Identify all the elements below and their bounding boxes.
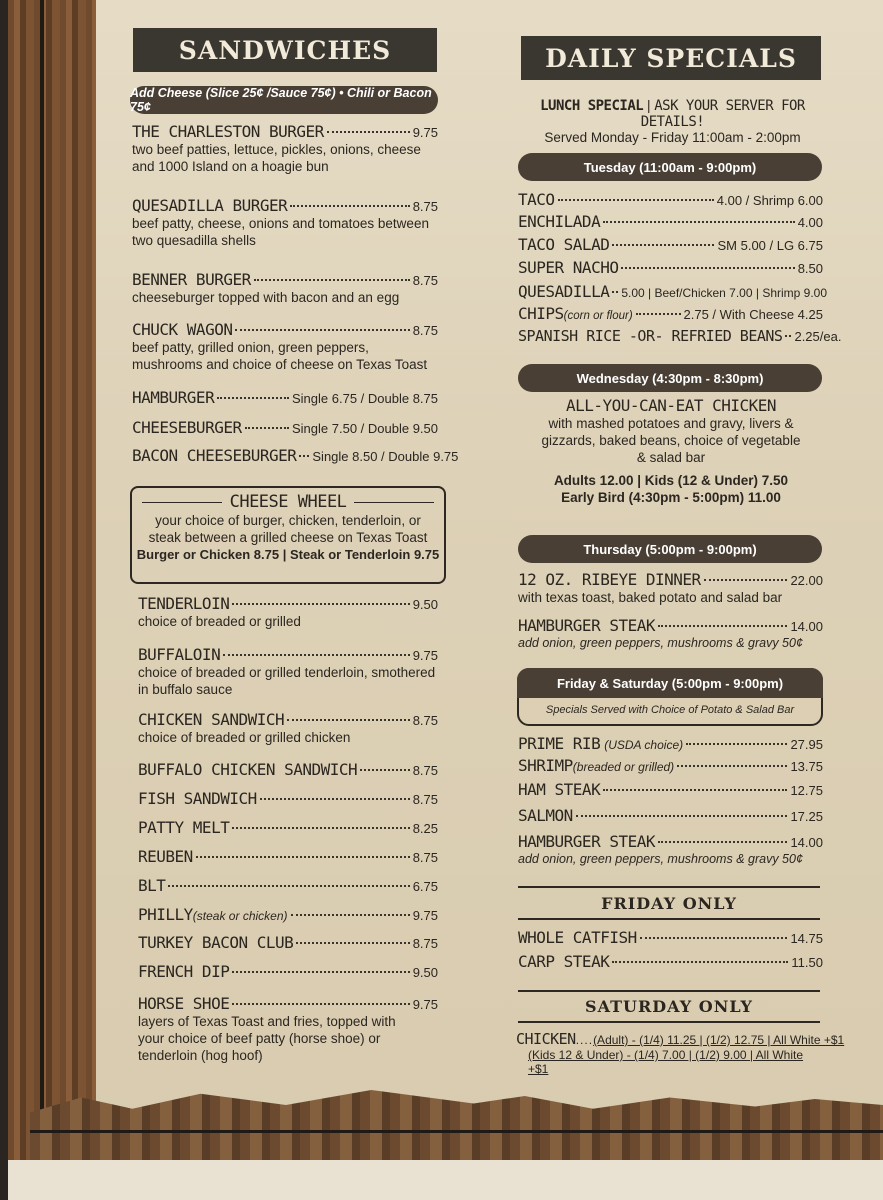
item-name: QUESADILLA BURGER [132, 196, 288, 215]
friday-saturday-box [517, 668, 823, 726]
barbed-wire-left [40, 0, 44, 1160]
friday-saturday-pill: Friday & Saturday (5:00pm - 9:00pm) [517, 668, 823, 698]
item-price: 14.75 [790, 931, 823, 946]
menu-item [138, 760, 438, 779]
daily-specials-title: DAILY SPECIALS [521, 36, 821, 80]
item-price: 9.75 [412, 125, 438, 140]
item-price: 8.75 [412, 199, 438, 214]
item-name: HAMBURGER [132, 388, 215, 407]
menu-item [138, 905, 438, 924]
wednesday-pill: Wednesday (4:30pm - 8:30pm) [518, 364, 822, 392]
bottom-strip [8, 1160, 883, 1200]
thursday-pill: Thursday (5:00pm - 9:00pm) [518, 535, 822, 563]
item-name: SHRIMP [518, 756, 573, 775]
menu-item [132, 418, 438, 437]
tuesday-pill: Tuesday (11:00am - 9:00pm) [518, 153, 822, 181]
menu-item [132, 122, 438, 175]
item-name: CHUCK WAGON [132, 320, 233, 339]
item-name: FISH SANDWICH [138, 789, 257, 808]
item-desc: two beef patties, lettuce, pickles, onions, cheese and 1000 Island on a hoagie bun [132, 142, 421, 174]
menu-item [518, 734, 823, 753]
item-price: 9.75 [412, 908, 438, 923]
item-name: PHILLY [138, 905, 193, 924]
menu-item [132, 196, 438, 249]
lunch-special-hours: Served Monday - Friday 11:00am - 2:00pm [544, 130, 801, 145]
saturday-only-title: SATURDAY ONLY [585, 997, 753, 1016]
item-price: SM 5.00 / LG 6.75 [717, 238, 823, 253]
item-name: TURKEY BACON CLUB [138, 933, 294, 952]
divider [518, 990, 820, 992]
item-name: FRENCH DIP [138, 962, 230, 981]
item-name: REUBEN [138, 847, 193, 866]
item-price: 14.00 [790, 619, 823, 634]
item-price: Single 7.50 / Double 9.50 [292, 421, 438, 436]
item-name: TACO [518, 190, 555, 209]
item-note: (steak or chicken) [192, 909, 288, 923]
item-name: HAMBURGER STEAK [518, 832, 655, 851]
menu-item [518, 212, 823, 231]
item-price: 8.50 [797, 261, 823, 276]
item-price: 8.75 [412, 713, 438, 728]
divider [518, 918, 820, 920]
item-price: 8.75 [412, 323, 438, 338]
item-price: 2.25/ea. [794, 329, 842, 344]
item-desc: beef patty, cheese, onions and tomatoes between two quesadilla shells [132, 216, 429, 248]
menu-item [138, 933, 438, 952]
item-price: 8.75 [412, 850, 438, 865]
wednesday-special [520, 396, 822, 506]
item-name: BACON CHEESEBURGER [132, 446, 297, 465]
item-price: 9.50 [412, 597, 438, 612]
item-desc: with texas toast, baked potato and salad bar [518, 590, 783, 605]
item-desc: beef patty, grilled onion, green peppers, mushrooms and choice of cheese on Texas Toast [132, 340, 428, 372]
menu-item [132, 388, 438, 407]
menu-item [518, 756, 823, 775]
wednesday-item-name: ALL-YOU-CAN-EAT CHICKEN [565, 396, 777, 415]
wednesday-price-adults: Adults 12.00 | Kids (12 & Under) 7.50 [553, 473, 789, 488]
item-price: Single 6.75 / Double 8.75 [292, 391, 438, 406]
item-name: BLT [138, 876, 166, 895]
menu-item [518, 928, 823, 947]
sandwiches-title: SANDWICHES [133, 28, 437, 72]
item-price: 22.00 [790, 573, 823, 588]
item-name: BUFFALOIN [138, 645, 221, 664]
menu-item [518, 258, 823, 277]
item-desc: add onion, green peppers, mushrooms & gravy 50¢ [518, 852, 803, 866]
item-note: (USDA choice) [604, 738, 684, 752]
item-desc: layers of Texas Toast and fries, topped with your choice of beef patty (horse shoe) or tenderloin (hog hoof) [138, 1014, 396, 1063]
item-desc: choice of breaded or grilled [138, 614, 301, 629]
menu-item [518, 832, 823, 868]
menu-item [138, 645, 438, 698]
item-name: HAM STEAK [518, 780, 601, 799]
item-price: 9.75 [412, 997, 438, 1012]
menu-item [138, 594, 438, 630]
item-name: TENDERLOIN [138, 594, 230, 613]
cheese-wheel-desc: your choice of burger, chicken, tenderloin, or steak between a grilled cheese on Texas Toast [148, 513, 428, 545]
item-note: (breaded or grilled) [572, 760, 675, 774]
wednesday-desc: with mashed potatoes and gravy, livers & gizzards, baked beans, choice of vegetable & salad bar [541, 416, 801, 465]
menu-item [138, 994, 438, 1064]
menu-item [518, 952, 823, 971]
item-price: 6.75 [412, 879, 438, 894]
saturday-chicken: CHICKEN .... (Adult) - (1/4) 11.25 | (1/2) 12.75 | All White +$1 (Kids 12 & Under) - (1/4) 7.00 | (1/2) 9.00 | All White +$1 [516, 1030, 845, 1076]
item-name: THE CHARLESTON BURGER [132, 122, 324, 141]
item-name: SPANISH RICE -OR- REFRIED BEANS [518, 327, 783, 345]
menu-item [132, 446, 459, 465]
item-price: 4.00 / Shrimp 6.00 [716, 193, 823, 208]
item-name: QUESADILLA [518, 282, 610, 301]
item-note: (corn or flour) [563, 310, 633, 322]
wednesday-price-early-bird: Early Bird (4:30pm - 5:00pm) 11.00 [561, 490, 781, 505]
item-price: 5.00 | Beef/Chicken 7.00 | Shrimp 9.00 [621, 286, 828, 300]
divider [518, 1021, 820, 1023]
item-price: 12.75 [790, 783, 823, 798]
cheese-wheel-price: Burger or Chicken 8.75 | Steak or Tenderloin 9.75 [136, 547, 440, 562]
wood-border-left [8, 0, 96, 1160]
item-price: 8.75 [412, 792, 438, 807]
menu-item [138, 876, 438, 895]
item-price: 8.75 [412, 763, 438, 778]
divider [518, 886, 820, 888]
lunch-special-text: ASK YOUR SERVER FOR DETAILS! [640, 98, 805, 130]
item-name: BUFFALO CHICKEN SANDWICH [138, 760, 358, 779]
item-name: SUPER NACHO [518, 258, 619, 277]
menu-item [138, 847, 438, 866]
item-desc: add onion, green peppers, mushrooms & gravy 50¢ [518, 636, 803, 650]
item-name: BENNER BURGER [132, 270, 251, 289]
item-price: 8.75 [412, 936, 438, 951]
add-cheese-note: Add Cheese (Slice 25¢ /Sauce 75¢) • Chili or Bacon 75¢ [130, 86, 438, 114]
item-name: 12 OZ. RIBEYE DINNER [518, 570, 701, 589]
item-name: CARP STEAK [518, 952, 610, 971]
item-name: SALMON [518, 806, 573, 825]
item-desc: choice of breaded or grilled tenderloin, smothered in buffalo sauce [138, 665, 436, 697]
cheese-wheel-title: CHEESE WHEEL [229, 492, 347, 512]
item-desc: choice of breaded or grilled chicken [138, 730, 351, 745]
friday-only-title: FRIDAY ONLY [601, 894, 737, 913]
item-name: PRIME RIB [518, 734, 601, 753]
item-name: CHICKEN SANDWICH [138, 710, 285, 729]
item-name: CHIPS [518, 304, 564, 323]
menu-item [518, 190, 823, 209]
item-name: CHICKEN [516, 1030, 576, 1048]
menu-item [132, 320, 438, 373]
item-price: 17.25 [790, 809, 823, 824]
cheese-wheel-box [130, 486, 446, 584]
item-price: 13.75 [790, 759, 823, 774]
item-name: PATTY MELT [138, 818, 230, 837]
menu-item [518, 616, 823, 652]
menu-item [518, 235, 823, 254]
item-price: 4.00 [797, 215, 823, 230]
item-price: 9.75 [412, 648, 438, 663]
menu-item [132, 270, 438, 306]
lunch-special: LUNCH SPECIAL | ASK YOUR SERVER FOR DETAILS! Served Monday - Friday 11:00am - 2:00pm [520, 98, 825, 145]
barbed-wire-bottom [30, 1130, 883, 1133]
menu-item [518, 282, 828, 301]
item-price: 27.95 [790, 737, 823, 752]
friday-saturday-sub: Specials Served with Choice of Potato & Salad Bar [545, 704, 795, 716]
item-name: ENCHILADA [518, 212, 601, 231]
menu-item [138, 710, 438, 746]
menu-item [138, 789, 438, 808]
item-name: WHOLE CATFISH [518, 928, 637, 947]
menu-item [518, 570, 823, 606]
item-price: 8.75 [412, 273, 438, 288]
item-price: 8.25 [412, 821, 438, 836]
saturday-kids-line: (Kids 12 & Under) - (1/4) 7.00 | (1/2) 9.00 | All White +$1 [528, 1048, 804, 1076]
item-desc: cheeseburger topped with bacon and an egg [132, 290, 400, 305]
item-name: HAMBURGER STEAK [518, 616, 655, 635]
item-name: HORSE SHOE [138, 994, 230, 1013]
item-price: 14.00 [790, 835, 823, 850]
menu-item [518, 304, 823, 323]
menu-item [518, 780, 823, 799]
item-price: 2.75 / With Cheese 4.25 [683, 307, 823, 322]
menu-item [138, 818, 438, 837]
lunch-special-label: LUNCH SPECIAL [540, 98, 644, 114]
menu-item [138, 962, 438, 981]
item-name: CHEESEBURGER [132, 418, 242, 437]
menu-item [518, 327, 842, 345]
menu-item [518, 806, 823, 825]
item-name: TACO SALAD [518, 235, 610, 254]
item-price: 9.50 [412, 965, 438, 980]
saturday-adult-line: (Adult) - (1/4) 11.25 | (1/2) 12.75 | All White +$1 [593, 1033, 845, 1047]
item-price: 11.50 [791, 955, 823, 970]
item-price: Single 8.50 / Double 9.75 [312, 449, 459, 464]
